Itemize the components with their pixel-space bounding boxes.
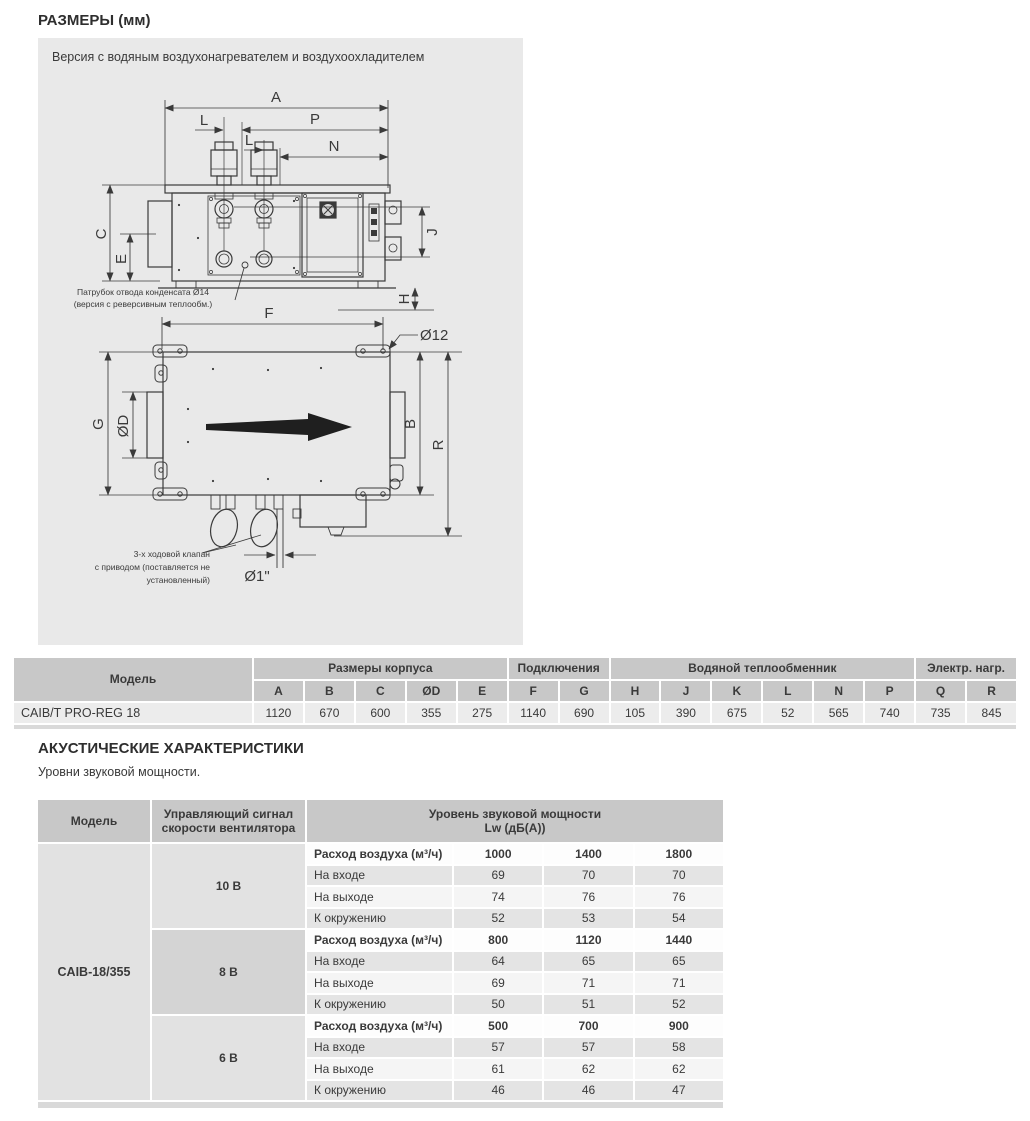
dim-value: 355: [407, 703, 456, 723]
front-view: [148, 142, 401, 288]
figure-caption: Версия с водяным воздухонагревателем и воздухоохладителем: [52, 50, 425, 64]
dim-col-header: J: [661, 681, 710, 701]
dim-value: 670: [305, 703, 354, 723]
ac-value: 76: [544, 887, 632, 907]
dim-value: 52: [763, 703, 812, 723]
ac-signal-header-line2: скорости вентилятора: [161, 821, 296, 835]
technical-drawing: [38, 38, 523, 645]
dim-label-n: N: [328, 138, 340, 155]
ac-value: 70: [635, 866, 723, 886]
ac-flow-value: 800: [454, 930, 542, 950]
ac-value: 53: [544, 909, 632, 929]
dim-model-name: CAIB/T PRO-REG 18: [14, 703, 252, 723]
dim-value: 390: [661, 703, 710, 723]
ac-row-label: На выходе: [307, 973, 452, 993]
ac-value: 52: [454, 909, 542, 929]
ac-level-header-line2: Lw (дБ(A)): [484, 821, 546, 835]
dim-value: 1120: [254, 703, 303, 723]
ac-value: 62: [635, 1059, 723, 1079]
valve-note-line2: с приводом (поставляется не: [94, 562, 210, 572]
ac-row-label: На входе: [307, 866, 452, 886]
ac-flow-label: Расход воздуха (м³/ч): [307, 930, 452, 950]
ac-value: 64: [454, 952, 542, 972]
ac-value: 50: [454, 995, 542, 1015]
dim-col-header: E: [458, 681, 507, 701]
ac-value: 47: [635, 1081, 723, 1101]
acoustics-subtitle: Уровни звуковой мощности.: [38, 765, 201, 779]
dim-col-header: B: [305, 681, 354, 701]
ac-value: 69: [454, 973, 542, 993]
dim-label-c: C: [93, 228, 110, 240]
ac-signal-6v: 6 В: [152, 1016, 305, 1100]
ac-flow-value: 1800: [635, 844, 723, 864]
ac-value: 71: [544, 973, 632, 993]
dim-label-r: R: [430, 439, 447, 451]
dim-col-header: L: [763, 681, 812, 701]
ac-level-header: [307, 800, 723, 842]
dim-label-e: E: [113, 253, 130, 265]
dimensions-figure: [38, 38, 523, 645]
ac-row-label: К окружению: [307, 1081, 452, 1101]
ac-flow-value: 500: [454, 1016, 542, 1036]
ac-value: 54: [635, 909, 723, 929]
valve-note-line3: установленный): [146, 575, 210, 585]
dim-value: 1140: [509, 703, 558, 723]
ac-value: 65: [544, 952, 632, 972]
ac-value: 70: [544, 866, 632, 886]
dim-value: 845: [967, 703, 1016, 723]
dim-label-f: F: [264, 305, 274, 322]
figure-annotations: [74, 287, 213, 585]
dim-label-l2: L: [244, 132, 254, 149]
dimension-labels: [90, 89, 448, 585]
acoustics-title: АКУСТИЧЕСКИЕ ХАРАКТЕРИСТИКИ: [38, 740, 304, 757]
ac-flow-label: Расход воздуха (м³/ч): [307, 1016, 452, 1036]
dim-col-header: ØD: [407, 681, 456, 701]
dim-label-d12: Ø12: [420, 327, 449, 344]
dim-label-g: G: [90, 418, 107, 430]
ac-value: 69: [454, 866, 542, 886]
dim-label-b: B: [402, 418, 419, 430]
front-dimension-lines: [102, 100, 434, 310]
ac-level-header-line1: Уровень звуковой мощности: [428, 806, 602, 821]
plan-view: [147, 345, 405, 568]
dim-group-electric-heater: Электр. нагр.: [916, 658, 1016, 679]
ac-row-label: На входе: [307, 1038, 452, 1058]
dimensions-table: [14, 658, 1016, 723]
ac-flow-value: 1440: [635, 930, 723, 950]
dim-col-header: K: [712, 681, 761, 701]
ac-value: 52: [635, 995, 723, 1015]
ac-value: 74: [454, 887, 542, 907]
dim-table-bottom-bar: [14, 725, 1016, 729]
valve-note-line1: 3-х ходовой клапан: [133, 549, 210, 559]
ac-model-name: CAIB-18/355: [38, 844, 150, 1100]
condensate-note-line1: Патрубок отвода конденсата Ø14: [77, 287, 209, 297]
acoustics-table: [38, 800, 723, 1100]
ac-row-label: На входе: [307, 952, 452, 972]
dim-value: 740: [865, 703, 914, 723]
dim-value: 690: [560, 703, 609, 723]
dim-value: 275: [458, 703, 507, 723]
dim-group-connections: Подключения: [509, 658, 609, 679]
airflow-arrow: [206, 413, 352, 441]
ac-signal-header: [152, 800, 305, 842]
dim-col-header: F: [509, 681, 558, 701]
ac-row-label: На выходе: [307, 1059, 452, 1079]
ac-flow-value: 700: [544, 1016, 632, 1036]
ac-flow-label: Расход воздуха (м³/ч): [307, 844, 452, 864]
dim-value: 600: [356, 703, 405, 723]
dim-col-header: N: [814, 681, 863, 701]
dim-label-d1: Ø1": [244, 568, 270, 585]
ac-row-label: К окружению: [307, 995, 452, 1015]
ac-flow-value: 1400: [544, 844, 632, 864]
ac-value: 57: [454, 1038, 542, 1058]
ac-value: 57: [544, 1038, 632, 1058]
dim-col-header: R: [967, 681, 1016, 701]
ac-row-label: На выходе: [307, 887, 452, 907]
ac-value: 51: [544, 995, 632, 1015]
dim-label-p: P: [309, 111, 321, 128]
ac-flow-value: 900: [635, 1016, 723, 1036]
ac-value: 46: [454, 1081, 542, 1101]
dim-group-body: Размеры корпуса: [254, 658, 507, 679]
condensate-note-line2: (версия с реверсивным теплообм.): [73, 299, 213, 309]
ac-flow-value: 1000: [454, 844, 542, 864]
dim-col-header: H: [611, 681, 660, 701]
ac-flow-value: 1120: [544, 930, 632, 950]
dim-label-od: ØD: [115, 414, 132, 438]
ac-signal-header-line1: Управляющий сигнал: [163, 806, 294, 821]
ac-value: 62: [544, 1059, 632, 1079]
ac-row-label: К окружению: [307, 909, 452, 929]
page-title: РАЗМЕРЫ (мм): [38, 12, 151, 29]
dim-table-model-header: Модель: [14, 658, 252, 701]
ac-value: 76: [635, 887, 723, 907]
dim-label-l1: L: [199, 112, 209, 129]
dim-value: 105: [611, 703, 660, 723]
ac-value: 58: [635, 1038, 723, 1058]
dim-col-header: C: [356, 681, 405, 701]
dim-col-header: G: [560, 681, 609, 701]
dim-value: 675: [712, 703, 761, 723]
ac-model-header: Модель: [38, 800, 150, 842]
dim-col-header: P: [865, 681, 914, 701]
ac-value: 65: [635, 952, 723, 972]
ac-signal-10v: 10 В: [152, 844, 305, 928]
dim-col-header: Q: [916, 681, 965, 701]
acoustics-table-bottom-bar: [38, 1102, 723, 1108]
dim-value: 565: [814, 703, 863, 723]
ac-signal-8v: 8 В: [152, 930, 305, 1014]
dim-group-water-exchanger: Водяной теплообменник: [611, 658, 915, 679]
dim-label-j: J: [424, 228, 441, 236]
dim-label-h: H: [396, 293, 413, 305]
ac-value: 61: [454, 1059, 542, 1079]
dim-value: 735: [916, 703, 965, 723]
ac-value: 71: [635, 973, 723, 993]
ac-value: 46: [544, 1081, 632, 1101]
dim-label-a: A: [270, 89, 282, 106]
dim-col-header: A: [254, 681, 303, 701]
